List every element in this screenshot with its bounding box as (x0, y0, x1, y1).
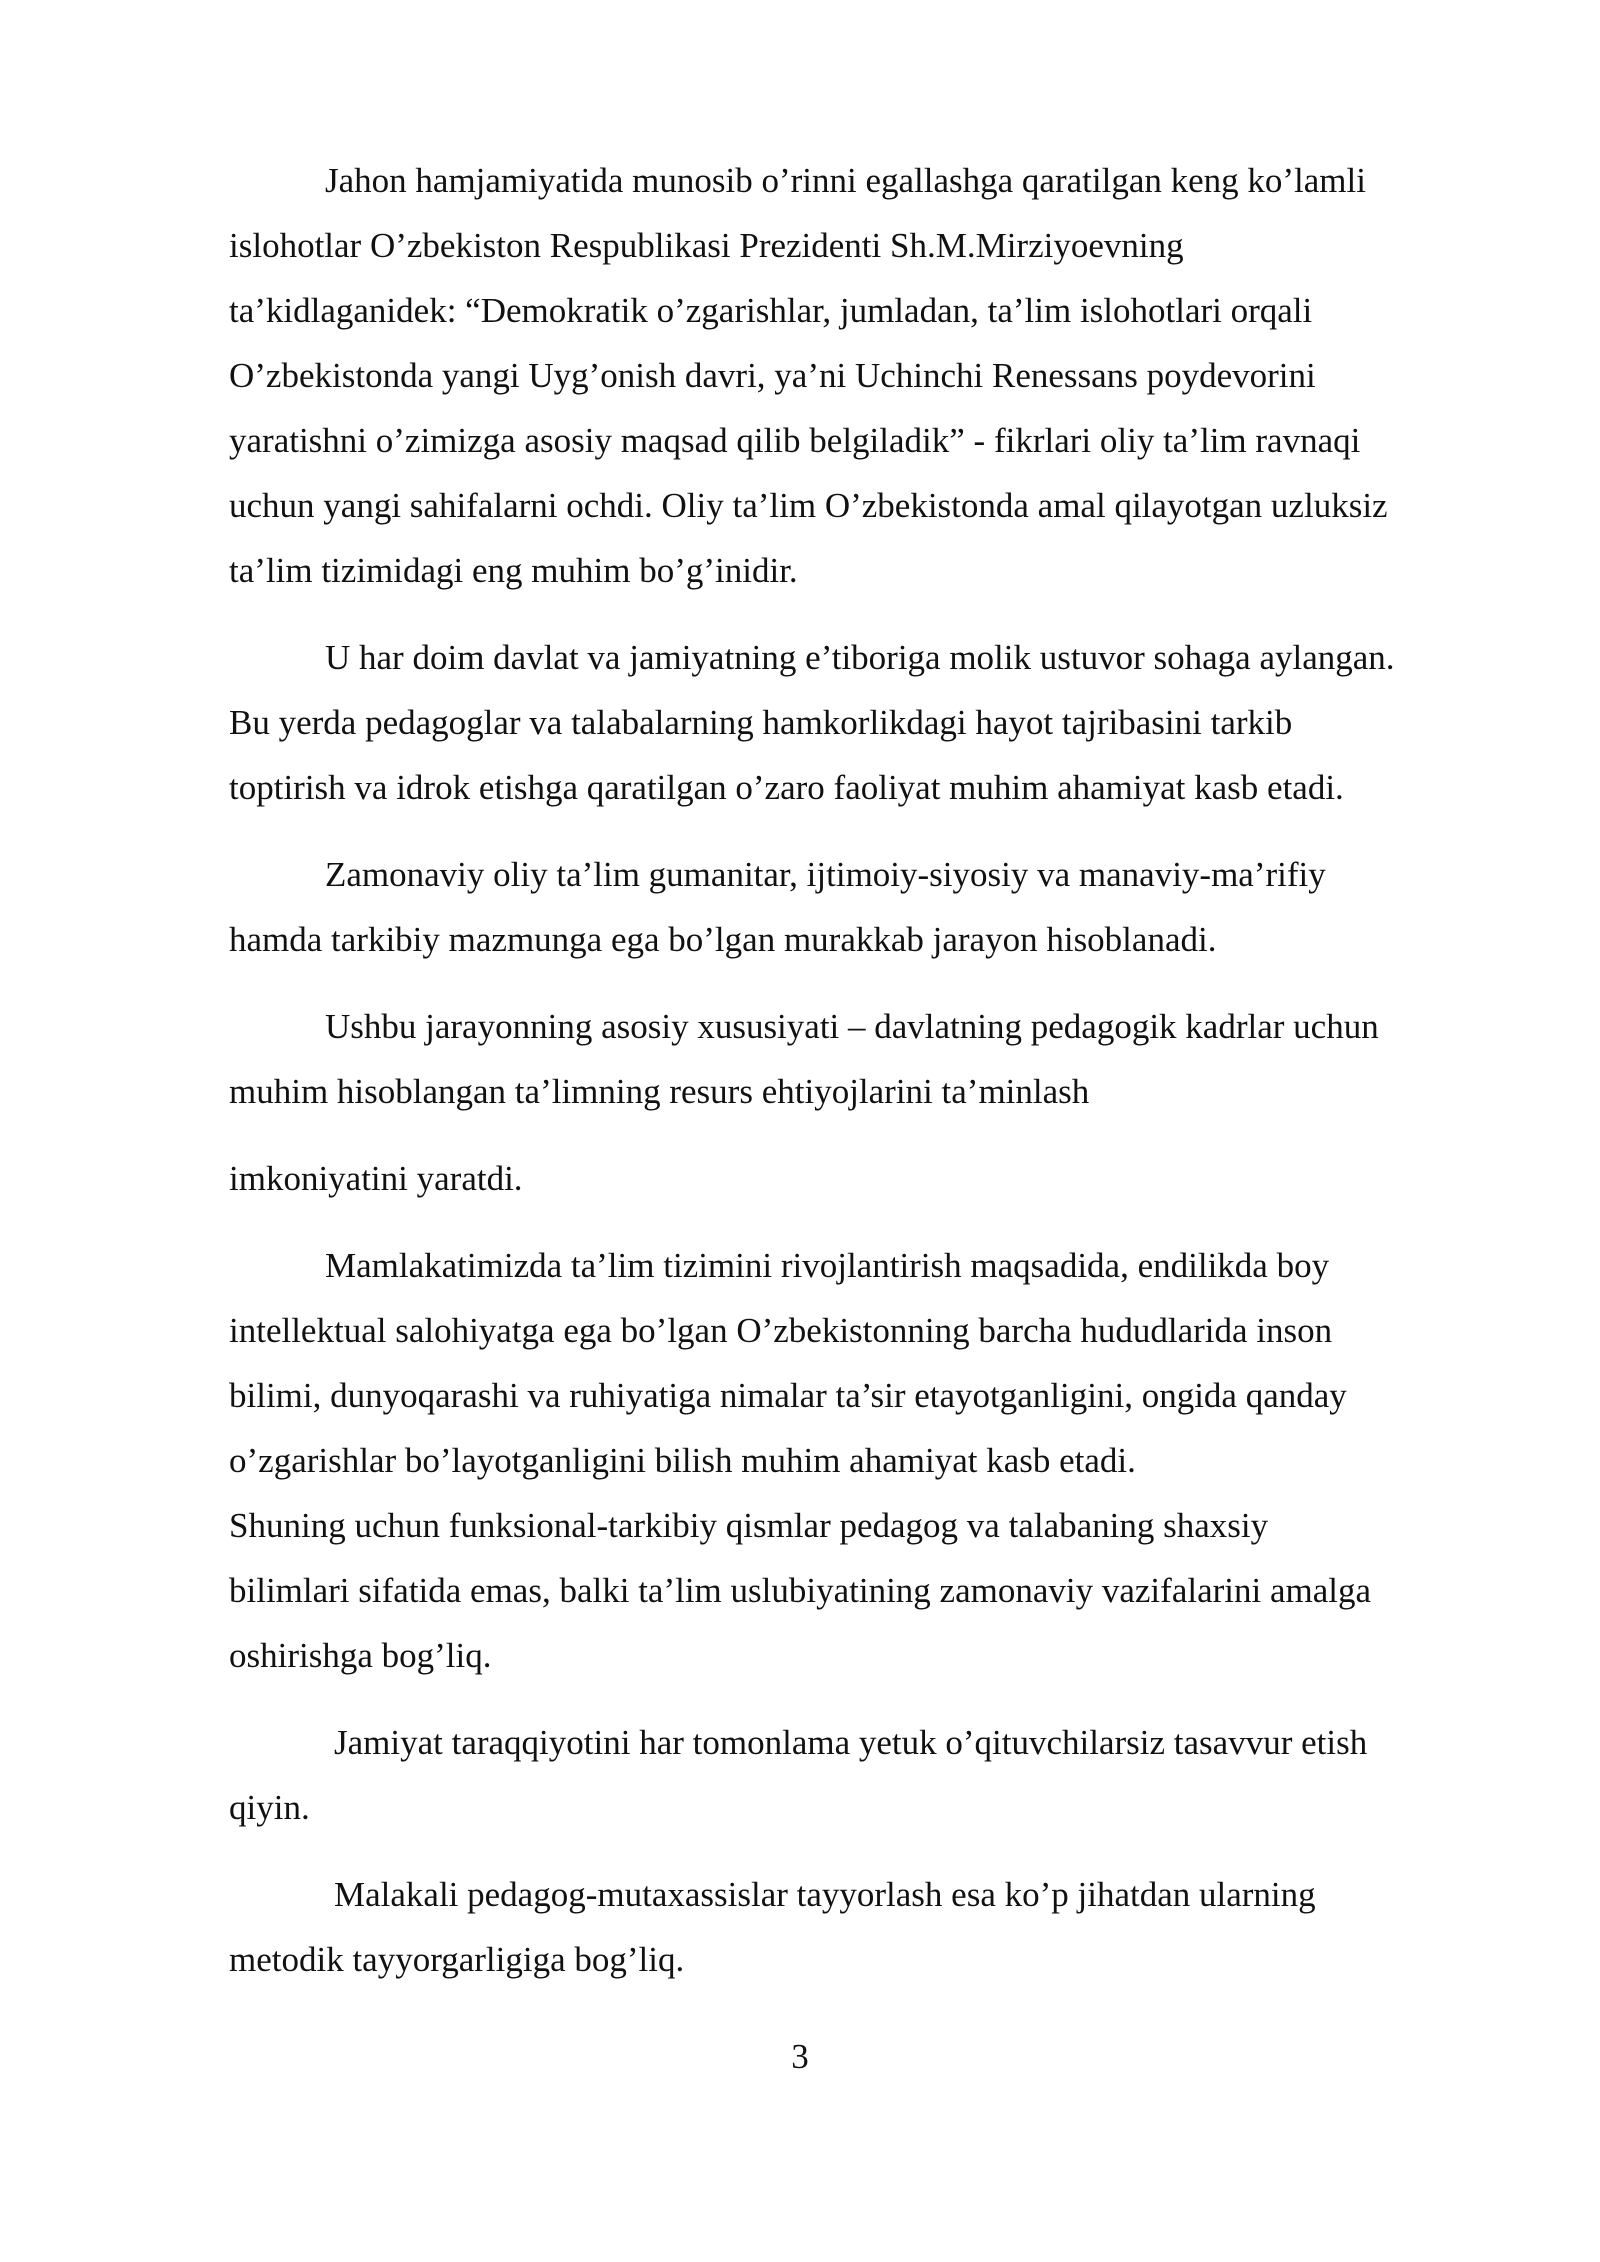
paragraph-line: toptirish va idrok etishga qaratilgan o’zaro faoliyat muhim ahamiyat kasb etadi. (229, 768, 1344, 807)
paragraph-line: uchun yangi sahifalarni ochdi. Oliy ta’lim O’zbekistonda amal qilayotgan uzluksiz (229, 486, 1388, 525)
paragraph-line: O’zbekistonda yangi Uyg’onish davri, ya’ni Uchinchi Renessans poydevorini (229, 356, 1316, 395)
paragraph-line: hamda tarkibiy mazmunga ega bo’lgan murakkab jarayon hisoblanadi. (229, 920, 1217, 959)
paragraph-line: U har doim davlat va jamiyatning e’tiboriga molik ustuvor sohaga aylangan. (325, 638, 1395, 677)
paragraph-6 (229, 1233, 1479, 1493)
paragraph-line: islohotlar O’zbekiston Respublikasi Prezidenti Sh.M.Mirziyoevning (229, 226, 1184, 265)
paragraph-1 (229, 148, 1479, 603)
paragraph-line: Malakali pedagog-mutaxassislar tayyorlash esa ko’p jihatdan ularning (334, 1875, 1316, 1914)
paragraph-4 (229, 994, 1479, 1124)
paragraph-line: imkoniyatini yaratdi. (229, 1159, 523, 1198)
paragraph-line: Jamiyat taraqqiyotini har tomonlama yetuk o’qituvchilarsiz tasavvur etish (334, 1723, 1368, 1762)
paragraph-3 (229, 842, 1479, 972)
paragraph-line: ta’lim tizimidagi eng muhim bo’g’inidir. (229, 551, 798, 590)
paragraph-line: intellektual salohiyatga ega bo’lgan O’zbekistonning barcha hududlarida inson (229, 1311, 1333, 1350)
paragraph-line: o’zgarishlar bo’layotganligini bilish muhim ahamiyat kasb etadi. (229, 1441, 1136, 1480)
paragraph-line: bilimi, dunyoqarashi va ruhiyatiga nimalar ta’sir etayotganligini, ongida qanday (229, 1376, 1347, 1415)
paragraph-2 (229, 625, 1479, 820)
paragraph-line: metodik tayyorgarligiga bog’liq. (229, 1940, 685, 1979)
paragraph-9 (229, 1862, 1479, 1992)
page-number: 3 (791, 2037, 809, 2076)
paragraph-7 (229, 1493, 1479, 1688)
paragraph-line: Jahon hamjamiyatida munosib o’rinni egallashga qaratilgan keng ko’lamli (325, 161, 1366, 200)
paragraph-line: ta’kidlaganidek: “Demokratik o’zgarishlar, jumladan, ta’lim islohotlari orqali (229, 291, 1313, 330)
paragraph-line: bilimlari sifatida emas, balki ta’lim uslubiyatining zamonaviy vazifalarini amalga (229, 1571, 1372, 1610)
paragraph-line: Shuning uchun funksional-tarkibiy qismlar pedagog va talabaning shaxsiy (229, 1506, 1269, 1545)
document-body (229, 148, 1479, 2014)
paragraph-line: Ushbu jarayonning asosiy xususiyati – davlatning pedagogik kadrlar uchun (325, 1007, 1379, 1046)
paragraph-line: qiyin. (229, 1788, 310, 1827)
paragraph-line: Bu yerda pedagoglar va talabalarning hamkorlikdagi hayot tajribasini tarkib (229, 703, 1293, 742)
paragraph-line: Mamlakatimizda ta’lim tizimini rivojlantirish maqsadida, endilikda boy (325, 1246, 1330, 1285)
paragraph-line: muhim hisoblangan ta’limning resurs ehtiyojlarini ta’minlash (229, 1072, 1090, 1111)
paragraph-line: Zamonaviy oliy ta’lim gumanitar, ijtimoiy-siyosiy va manaviy-ma’rifiy (325, 855, 1326, 894)
paragraph-5 (229, 1146, 1479, 1211)
paragraph-8 (229, 1710, 1479, 1840)
paragraph-line: oshirishga bog’liq. (229, 1636, 492, 1675)
paragraph-line: yaratishni o’zimizga asosiy maqsad qilib belgiladik” - fikrlari oliy ta’lim ravnaqi (229, 421, 1361, 460)
